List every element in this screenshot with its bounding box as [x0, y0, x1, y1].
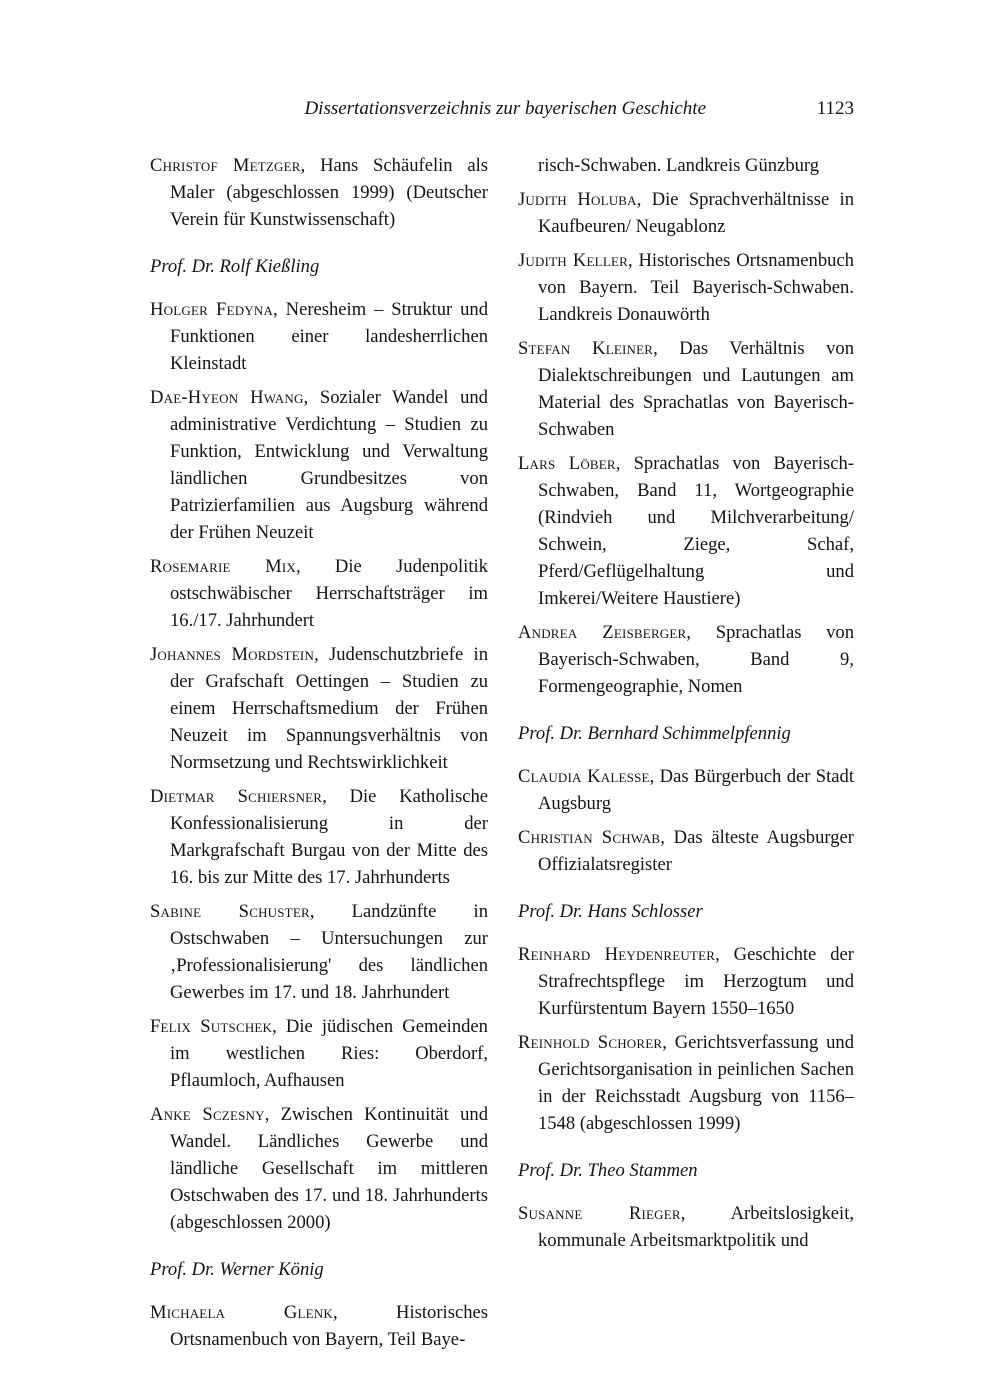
entry-author: Andrea Zeisberger — [518, 622, 687, 643]
entry-title: , Sprachatlas von Bayerisch-Schwaben, Band 11, Wortgeographie (Rindvieh und Milchverarbeitung/ Schwein, Ziege, Schaf, Pferd/Geflügelhaltung und Imkerei/Weitere Haustiere) — [538, 453, 854, 609]
dissertation-entry — [150, 384, 488, 546]
entry-author: Christof Metzger — [150, 155, 301, 176]
dissertation-entry — [518, 824, 854, 878]
entry-author: Judith Keller — [518, 250, 628, 271]
entry-author: Sabine Schuster — [150, 901, 310, 922]
entry-title: , Hans Schäufelin als Maler (abgeschlossen 1999) (Deutscher Verein für Kunstwissenschaft) — [170, 155, 488, 230]
running-title: Dissertationsverzeichnis zur bayerischen Geschichte — [304, 98, 706, 119]
entry-title: , Geschichte der Strafrechtspflege im Herzogtum und Kurfürstentum Bayern 1550–1650 — [538, 944, 854, 1019]
entry-title: risch-Schwaben. Landkreis Günzburg — [538, 155, 820, 176]
dissertation-entry — [150, 1299, 488, 1353]
entry-author: Christian Schwab — [518, 827, 661, 848]
supervisor-heading: Prof. Dr. Rolf Kießling — [150, 256, 320, 277]
entry-author: Judith Holuba — [518, 189, 637, 210]
entry-title: , Zwischen Kontinuität und Wandel. Ländliches Gewerbe und ländliche Gesellschaft im mittleren Ostschwaben des 17. und 18. Jahrhunderts (abgeschlossen 2000) — [170, 1104, 488, 1233]
dissertation-entry — [518, 247, 854, 328]
entry-author: Anke Sczesny — [150, 1104, 265, 1125]
dissertation-entry — [518, 763, 854, 817]
entry-author: Stefan Kleiner — [518, 338, 654, 359]
dissertation-entry — [518, 1200, 854, 1254]
dissertation-entry — [150, 1013, 488, 1094]
entry-author: Susanne Rieger — [518, 1203, 681, 1224]
entry-title: , Die Judenpolitik ostschwäbischer Herrschaftsträger im 16./17. Jahrhundert — [170, 556, 488, 631]
entry-title: , Die jüdischen Gemeinden im westlichen Ries: Oberdorf, Pflaumloch, Aufhausen — [170, 1016, 488, 1091]
entry-title: , Sozialer Wandel und administrative Verdichtung – Studien zu Funktion, Entwicklung und Verwaltung ländlichen Grundbesitzes von Patrizierfamilien aus Augsburg während der Frühen Neuzeit — [170, 387, 488, 543]
entry-title: , Das älteste Augsburger Offizialatsregister — [538, 827, 854, 875]
entry-author: Dae-Hyeon Hwang — [150, 387, 304, 408]
entry-title: , Neresheim – Struktur und Funktionen einer landesherrlichen Kleinstadt — [170, 299, 488, 374]
dissertation-entry — [150, 783, 488, 891]
dissertation-entry — [150, 898, 488, 1006]
entry-author: Rosemarie Mix — [150, 556, 296, 577]
dissertation-entry — [518, 335, 854, 443]
entry-title: , Sprachatlas von Bayerisch-Schwaben, Band 9, Formengeographie, Nomen — [538, 622, 854, 697]
page-number: 1123 — [816, 98, 854, 119]
entry-author: Michaela Glenk — [150, 1302, 333, 1323]
entry-author: Reinhard Heydenreuter — [518, 944, 716, 965]
entry-title: , Historisches Ortsnamenbuch von Bayern, Teil Baye- — [170, 1302, 488, 1350]
dissertation-entry — [518, 1029, 854, 1137]
left-column — [150, 152, 488, 1360]
entry-title: , Historisches Ortsnamenbuch von Bayern. Teil Bayerisch-Schwaben. Landkreis Donauwörth — [538, 250, 854, 325]
dissertation-entry — [518, 941, 854, 1022]
dissertation-entry — [150, 152, 488, 233]
entry-author: Claudia Kalesse — [518, 766, 650, 787]
supervisor-heading: Prof. Dr. Theo Stammen — [518, 1160, 698, 1181]
entry-title: , Die Katholische Konfessionalisierung in der Markgrafschaft Burgau von der Mitte des 16. bis zur Mitte des 17. Jahrhunderts — [170, 786, 488, 888]
entry-title: , Arbeitslosigkeit, kommunale Arbeitsmarktpolitik und — [538, 1203, 855, 1251]
dissertation-entry — [518, 152, 854, 179]
entry-title: , Gerichtsverfassung und Gerichtsorganisation in peinlichen Sachen in der Reichsstadt Augsburg von 1156–1548 (abgeschlossen 1999) — [538, 1032, 854, 1134]
entry-author: Reinhold Schorer — [518, 1032, 663, 1053]
entry-title: , Landzünfte in Ostschwaben – Untersuchungen zur ‚Professionalisierung' des ländlichen Gewerbes im 17. und 18. Jahrhundert — [170, 901, 488, 1003]
dissertation-entry — [150, 641, 488, 776]
entry-title: , Die Sprachverhältnisse in Kaufbeuren/ Neugablonz — [538, 189, 854, 237]
supervisor-heading: Prof. Dr. Hans Schlosser — [518, 901, 703, 922]
entry-author: Holger Fedyna — [150, 299, 274, 320]
entry-author: Johannes Mordstein — [150, 644, 315, 665]
entry-author: Dietmar Schiersner — [150, 786, 323, 807]
entry-title: , Das Bürgerbuch der Stadt Augsburg — [538, 766, 854, 814]
dissertation-entry — [518, 450, 854, 612]
dissertation-entry — [518, 186, 854, 240]
supervisor-heading: Prof. Dr. Werner König — [150, 1259, 324, 1280]
dissertation-entry — [518, 619, 854, 700]
entry-author: Felix Sutschek — [150, 1016, 273, 1037]
dissertation-entry — [150, 296, 488, 377]
running-header — [150, 98, 854, 128]
entry-title: , Das Verhältnis von Dialektschreibungen und Lautungen am Material des Sprachatlas von Bayerisch-Schwaben — [538, 338, 854, 440]
entry-author: Lars Löber — [518, 453, 616, 474]
dissertation-entry — [150, 553, 488, 634]
supervisor-heading: Prof. Dr. Bernhard Schimmelpfennig — [518, 723, 791, 744]
right-column — [518, 152, 854, 1261]
dissertation-entry — [150, 1101, 488, 1236]
entry-title: , Judenschutzbriefe in der Grafschaft Oettingen – Studien zu einem Herrschaftsmedium der Frühen Neuzeit im Spannungsverhältnis von Normsetzung und Rechtswirklichkeit — [170, 644, 488, 773]
